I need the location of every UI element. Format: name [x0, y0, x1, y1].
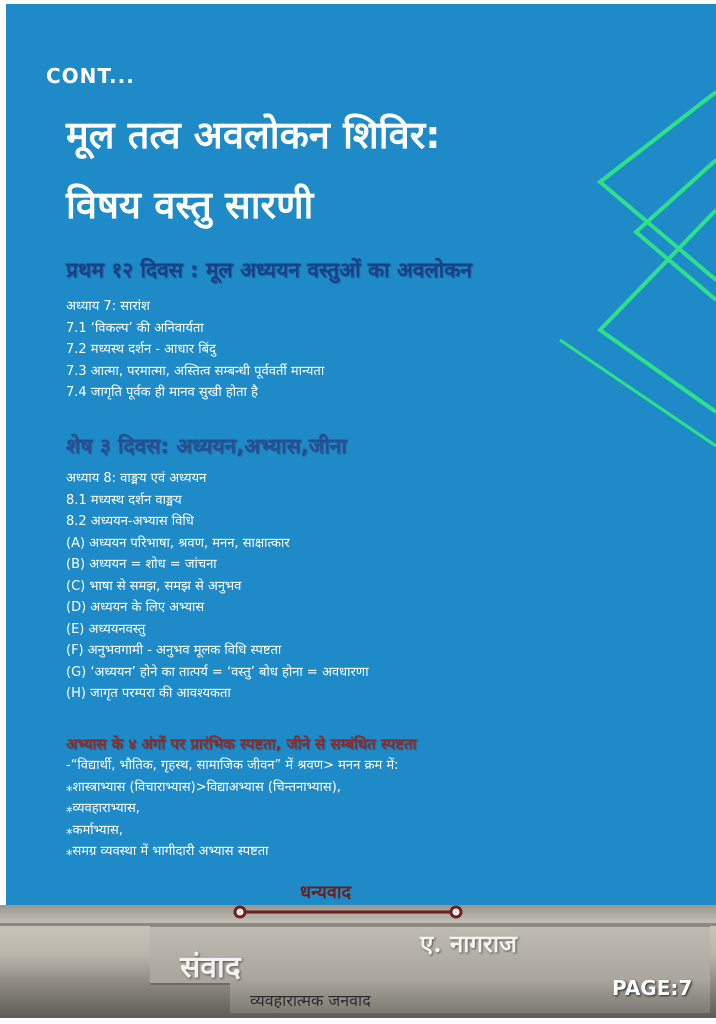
- connector-dot-left: [235, 907, 245, 917]
- list-item: (A) अध्ययन परिभाषा, श्रवण, मनन, साक्षात्कार: [66, 535, 290, 551]
- list-item: (G) ‘अध्ययन’ होने का तात्पर्य = ‘वस्तु’ बोध होना = अवधारणा: [66, 664, 369, 680]
- connector-dot-right: [451, 907, 461, 917]
- list-item: (E) अध्ययनवस्तु: [66, 621, 146, 637]
- list-item: 7.1 ‘विकल्प’ की अनिवार्यता: [66, 320, 204, 336]
- list-item: 7.3 आत्मा, परमात्मा, अस्तित्व सम्बन्धी पूर्ववर्ती मान्यता: [66, 363, 325, 379]
- book-title: संवाद: [180, 950, 241, 985]
- list-item: 7.4 जागृति पूर्वक ही मानव सुखी होता है: [66, 385, 258, 400]
- list-item: -“विद्यार्थी, भौतिक, गृहस्थ, सामाजिक जीवन” में श्रवण> मनन क्रम में:: [66, 758, 399, 773]
- list-item: ⁎कर्माभ्यास,: [66, 822, 123, 838]
- thanks-text: धन्यवाद: [300, 882, 352, 903]
- book-author: ए. नागराज: [420, 929, 517, 958]
- list-item: ⁎व्यवहाराभ्यास,: [66, 801, 140, 816]
- list-item: (B) अध्ययन = शोध = जांचना: [66, 557, 217, 572]
- list-item: (H) जागृत परम्परा की आवश्यकता: [66, 686, 231, 701]
- list-item: (D) अध्ययन के लिए अभ्यास: [66, 600, 205, 615]
- continued-label: CONT...: [46, 64, 135, 88]
- list-item: 8.1 मध्यस्थ दर्शन वाङ्मय: [66, 492, 182, 508]
- list-item: अध्याय 8: वाङ्मय एवं अध्ययन: [66, 471, 207, 486]
- section1-heading: प्रथम १२ दिवस : मूल अध्ययन वस्तुओं का अवलोकन: [66, 258, 472, 282]
- list-item: अध्याय 7: सारांश: [66, 299, 150, 314]
- list-item: (F) अनुभवगामी - अनुभव मूलक विधि स्पष्टता: [66, 643, 282, 658]
- section2-heading: शेष ३ दिवस: अध्ययन,अभ्यास,जीना: [66, 434, 347, 458]
- section3-heading: अभ्यास के ४ अंगों पर प्रारंभिक स्पष्टता, जीने से सम्बंधित स्पष्टता: [66, 735, 417, 753]
- list-item: 7.2 मध्यस्थ दर्शन - आधार बिंदु: [66, 342, 216, 357]
- page-title-line2: विषय वस्तु सारणी: [66, 183, 314, 227]
- list-item: 8.2 अध्ययन-अभ्यास विधि: [66, 514, 194, 529]
- page-title-line1: मूल तत्व अवलोकन शिविर:: [66, 113, 441, 157]
- page-number: PAGE:7: [612, 976, 693, 1000]
- book-subtitle: व्यवहारात्मक जनवाद: [250, 991, 371, 1010]
- list-item: ⁎समग्र व्यवस्था में भागीदारी अभ्यास स्पष्टता: [66, 844, 269, 859]
- list-item: (C) भाषा से समझ, समझ से अनुभव: [66, 578, 242, 594]
- list-item: ⁎शास्त्राभ्यास (विचाराभ्यास)>विद्याअभ्यास (चिन्तनाभ्यास),: [66, 779, 341, 795]
